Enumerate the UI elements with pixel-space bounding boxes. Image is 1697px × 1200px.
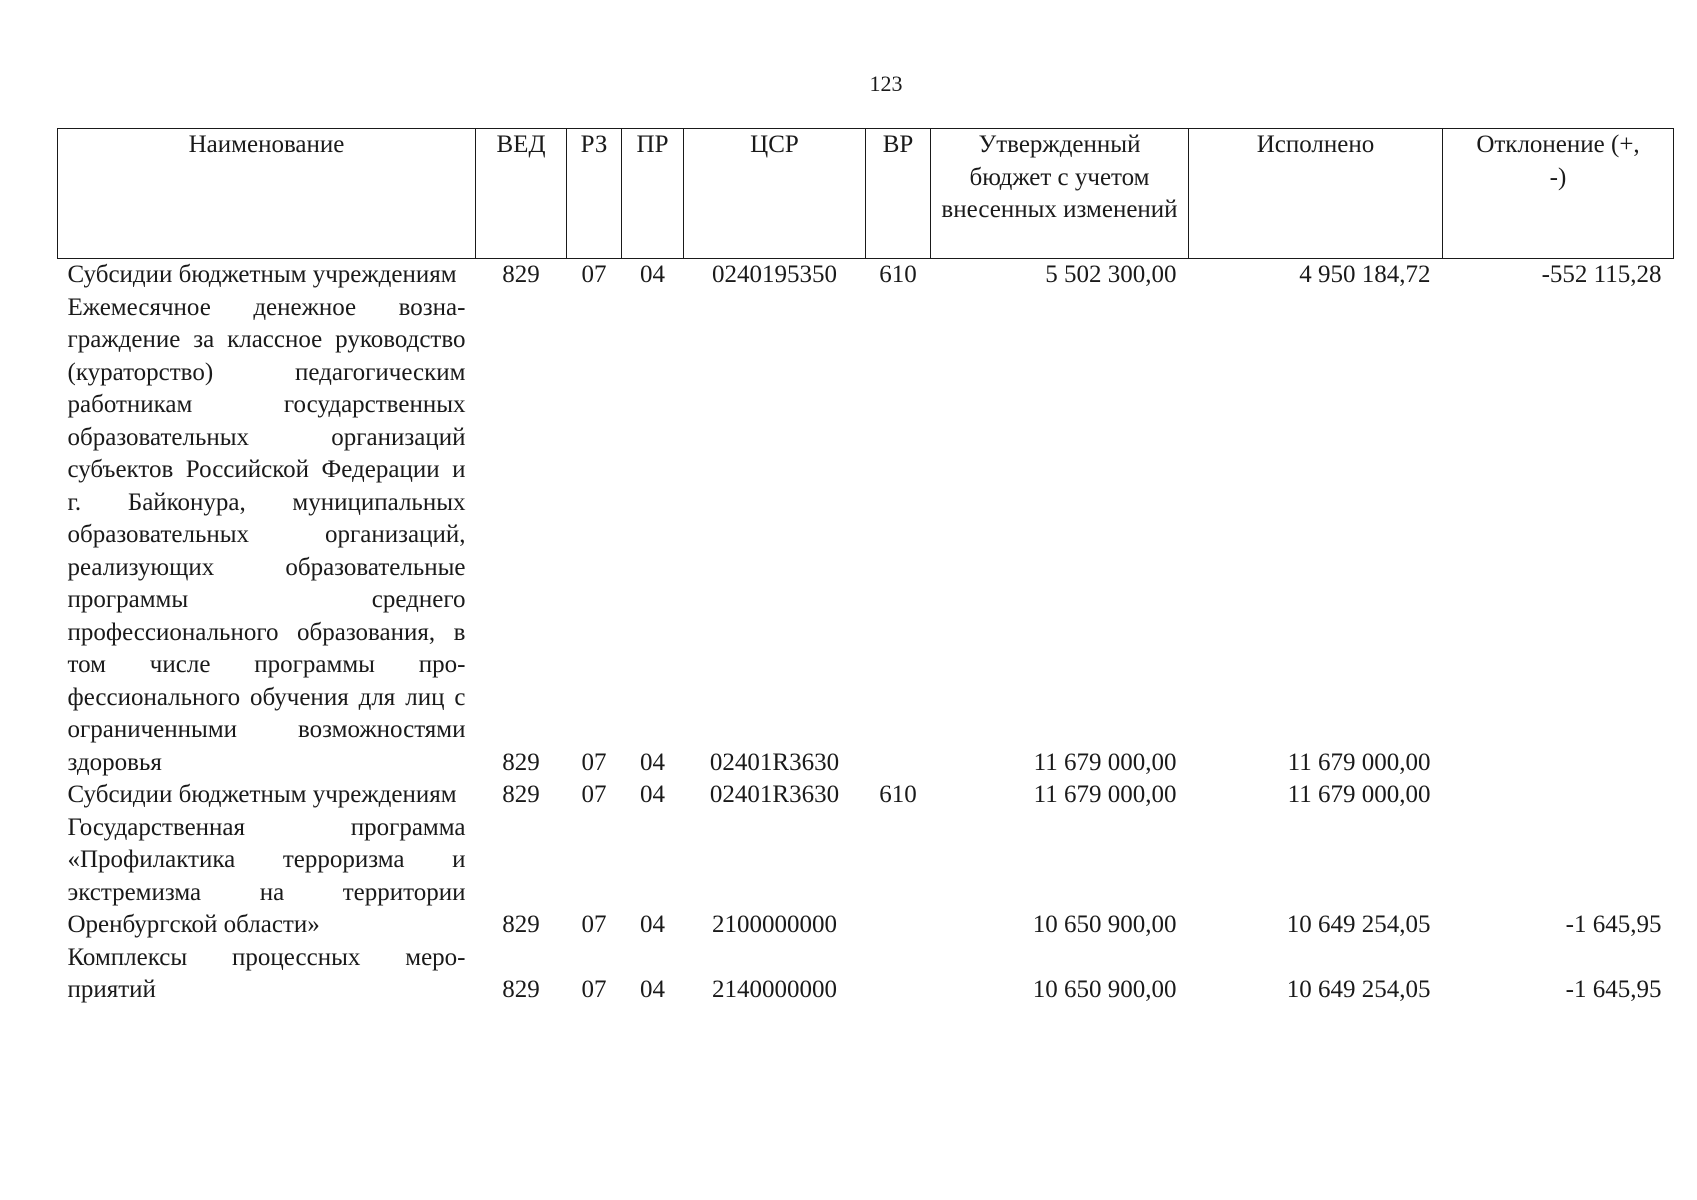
- row-pr: 04: [640, 781, 665, 808]
- row-pr: 04: [640, 911, 665, 938]
- header-ved: ВЕД: [476, 129, 567, 259]
- row-name: Субсидии бюджетным учреждениям: [67, 261, 457, 288]
- row-csr: 02401R3630: [709, 748, 840, 776]
- row-csr: 02401R3630: [709, 781, 840, 808]
- row-vr: 610: [879, 261, 917, 288]
- row-pr: 04: [640, 261, 665, 288]
- row-ved: 829: [502, 261, 540, 288]
- header-vr: ВР: [866, 129, 931, 259]
- row-csr: 2100000000: [712, 911, 837, 938]
- header-deviation: Отклонение (+, -): [1443, 129, 1674, 259]
- header-name: Наименование: [58, 129, 476, 259]
- row-executed: 4 950 184,72: [1299, 261, 1431, 288]
- row-ved: 829: [502, 781, 540, 808]
- table-row: [58, 779, 1674, 812]
- row-name: Ежемесячное денежное вознаграждение за классное руководство (кураторство) педагогическим работникам государственных образовательных организаций субъектов Российской Федерации и г. Байконура, муниципальных образовательных организаций, реализующих образовательные программы среднего профессионального образования, в том числе программы профессионального обучения для лиц с ограниченными возможностями здоровья: [67, 293, 466, 776]
- row-deviation: -552 115,28: [1541, 261, 1662, 288]
- row-approved: 11 679 000,00: [1033, 748, 1177, 776]
- row-approved: 11 679 000,00: [1033, 781, 1177, 808]
- row-name: Комплексы процессных мероприятий: [67, 943, 466, 1003]
- row-pr: 04: [640, 976, 665, 1003]
- header-executed: Исполнено: [1189, 129, 1443, 259]
- header-pr: ПР: [622, 129, 684, 259]
- row-deviation: [1443, 292, 1674, 780]
- row-approved: 10 650 900,00: [1032, 976, 1177, 1003]
- header-rz: РЗ: [567, 129, 622, 259]
- row-deviation: -1 645,95: [1565, 976, 1662, 1003]
- table-header-row: [58, 129, 1674, 259]
- row-csr: 2140000000: [712, 976, 837, 1003]
- table-row: [58, 942, 1674, 1007]
- table-row: [58, 292, 1674, 780]
- row-vr: [866, 812, 931, 942]
- row-executed: 10 649 254,05: [1286, 911, 1431, 938]
- row-deviation: [1443, 779, 1674, 812]
- row-deviation: -1 645,95: [1565, 911, 1662, 938]
- header-approved-budget: Утвержденный бюджет с учетом внесенных изменений: [931, 129, 1189, 259]
- row-rz: 07: [581, 261, 607, 288]
- row-ved: 829: [502, 748, 540, 776]
- row-rz: 07: [581, 781, 607, 808]
- row-executed: 11 679 000,00: [1287, 748, 1431, 776]
- row-vr: [866, 942, 931, 1007]
- row-rz: 07: [581, 976, 607, 1003]
- row-name: Государственная программа «Профилактика терроризма и экстремизма на территории Оренбургской области»: [67, 813, 466, 938]
- row-executed: 10 649 254,05: [1286, 976, 1431, 1003]
- row-pr: 04: [640, 748, 665, 776]
- row-approved: 5 502 300,00: [1045, 261, 1177, 288]
- page-number: 123: [869, 71, 903, 96]
- table-row: [58, 812, 1674, 942]
- row-approved: 10 650 900,00: [1032, 911, 1177, 938]
- row-vr: [866, 292, 931, 780]
- row-vr: 610: [879, 781, 917, 808]
- row-rz: 07: [581, 911, 607, 938]
- budget-table: [57, 128, 1674, 1007]
- row-ved: 829: [502, 976, 540, 1003]
- table-row: [58, 259, 1674, 292]
- row-rz: 07: [581, 748, 607, 776]
- row-csr: 0240195350: [712, 261, 837, 288]
- row-name: Субсидии бюджетным учреждениям: [67, 781, 457, 808]
- row-executed: 11 679 000,00: [1287, 781, 1431, 808]
- header-csr: ЦСР: [684, 129, 866, 259]
- row-ved: 829: [502, 911, 540, 938]
